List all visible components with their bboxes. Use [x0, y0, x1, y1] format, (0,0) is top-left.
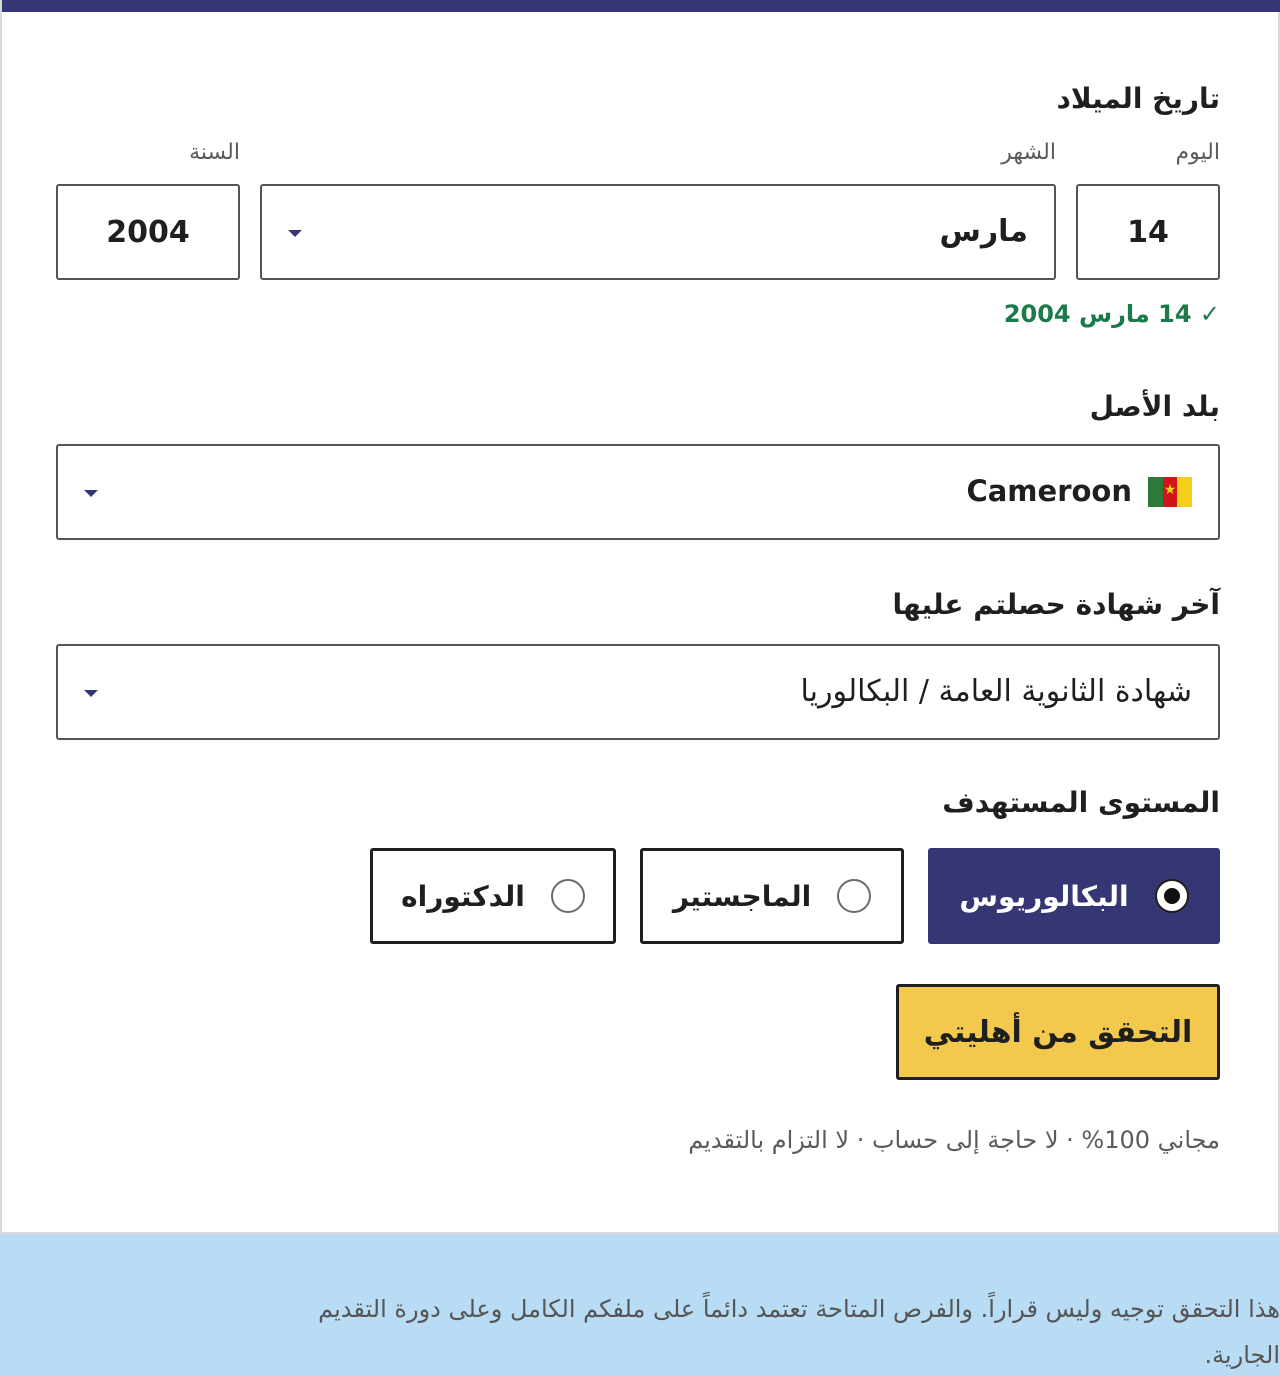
radio-selected-icon [1155, 879, 1189, 913]
month-select[interactable] [260, 184, 1056, 280]
origin-title: بلد الأصل [1089, 390, 1220, 423]
chevron-down-icon [84, 690, 98, 697]
year-value: 2004 [106, 214, 190, 250]
day-label: اليوم [1175, 140, 1220, 165]
country-select[interactable] [56, 444, 1220, 540]
birth-date-title: تاريخ الميلاد [1056, 82, 1220, 115]
certificate-title: آخر شهادة حصلتم عليها [892, 588, 1220, 621]
level-option-phd[interactable] [370, 848, 616, 944]
radio-empty-icon [551, 879, 585, 913]
cameroon-flag-icon: ★ [1148, 477, 1192, 507]
month-label: الشهر [1001, 140, 1056, 165]
target-level-title: المستوى المستهدف [942, 786, 1220, 819]
check-eligibility-button[interactable] [896, 984, 1220, 1080]
check-eligibility-label: التحقق من أهليتي [923, 1014, 1193, 1050]
day-input[interactable] [1076, 184, 1220, 280]
fineprint: مجاني 100% · لا حاجة إلى حساب · لا التزام بالتقديم [688, 1126, 1220, 1154]
chevron-down-icon [84, 490, 98, 497]
level-option-label: الماجستير [672, 879, 812, 913]
year-input[interactable] [56, 184, 240, 280]
level-option-label: الدكتوراه [401, 879, 525, 913]
radio-empty-icon [837, 879, 871, 913]
level-option-bachelor[interactable] [928, 848, 1220, 944]
certificate-value: شهادة الثانوية العامة / البكالوريا [800, 674, 1192, 709]
disclaimer-banner [0, 1234, 1280, 1376]
level-option-master[interactable] [640, 848, 904, 944]
disclaimer-text: هذا التحقق توجيه وليس قراراً. والفرص المتاحة تعتمد دائماً على ملفكم الكامل وعلى دورة التقديم الجارية. [318, 1295, 1280, 1369]
day-value: 14 [1127, 214, 1169, 250]
country-value: Cameroon [966, 474, 1132, 508]
date-confirmation: ✓ 14 مارس 2004 [1003, 300, 1220, 328]
year-label: السنة [189, 140, 240, 165]
level-option-label: البكالوريوس [959, 879, 1129, 913]
chevron-down-icon [288, 230, 302, 237]
certificate-select[interactable] [56, 644, 1220, 740]
top-accent-bar [2, 0, 1280, 12]
month-value: مارس [939, 214, 1028, 249]
